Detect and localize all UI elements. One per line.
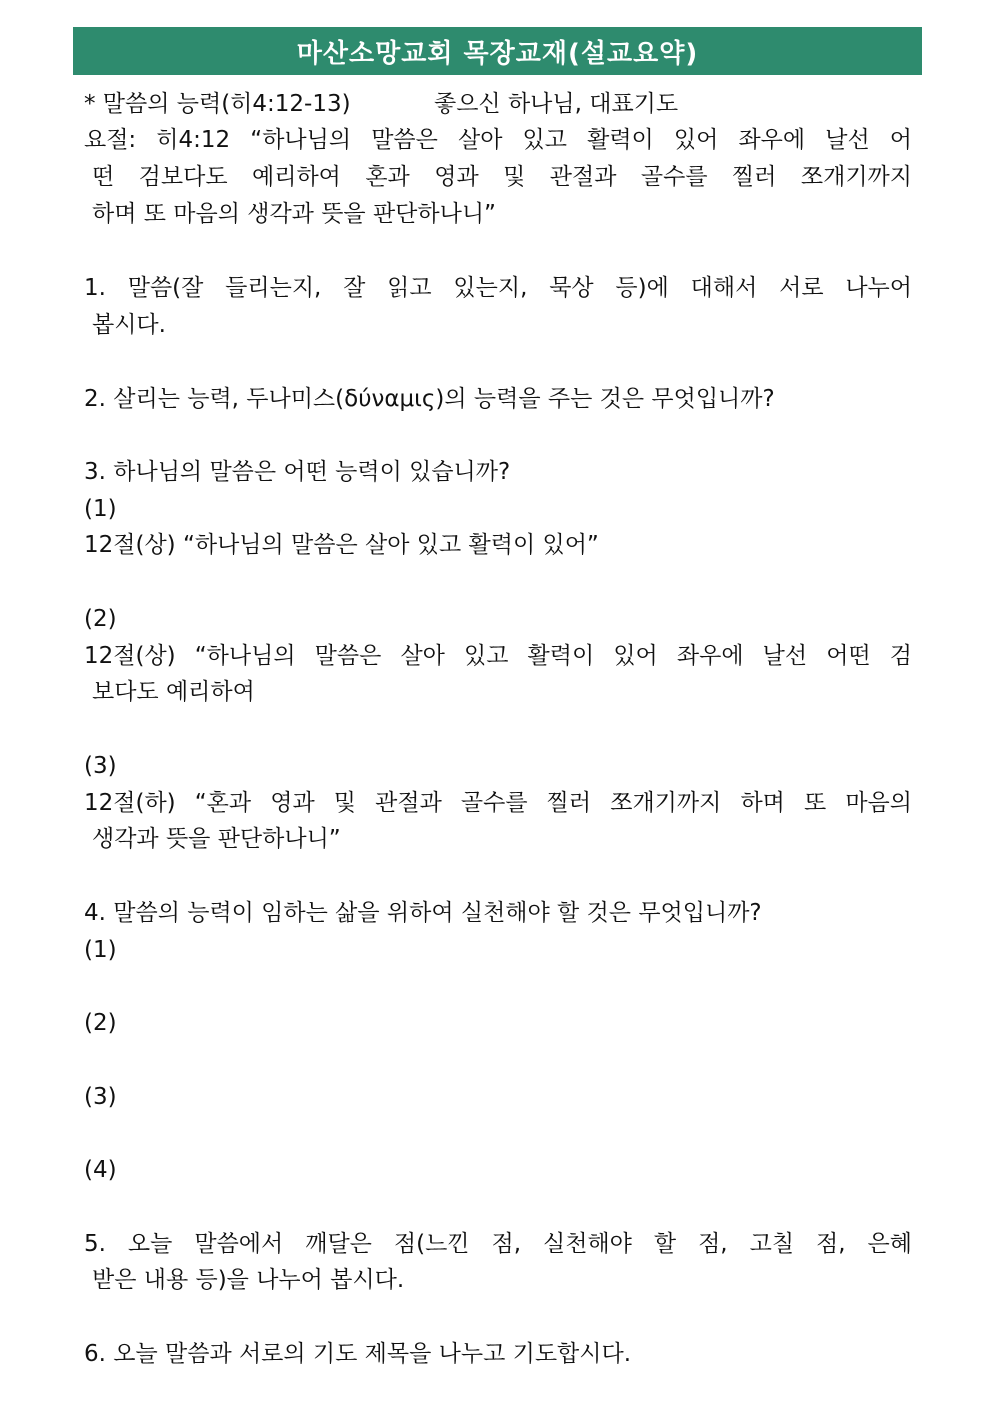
answer-4-1-label: (1): [84, 937, 117, 963]
answer-4-2-label: (2): [84, 1010, 117, 1036]
question-1-line-2: 봅시다.: [92, 312, 166, 338]
answer-3-2-text-line-2: 보다도 예리하여: [92, 679, 255, 705]
answer-3-3-label: (3): [84, 753, 117, 779]
key-verse-line-3: 하며 또 마음의 생각과 뜻을 판단하나니”: [92, 201, 496, 227]
question-5-line-2: 받은 내용 등)을 나누어 봅시다.: [92, 1267, 405, 1293]
answer-4-3-label: (3): [84, 1084, 117, 1110]
page-title: 마산소망교회 목장교재(설교요약): [296, 38, 699, 69]
question-6: 6. 오늘 말씀과 서로의 기도 제목을 나누고 기도합시다.: [84, 1341, 632, 1367]
answer-3-3-text-line-2: 생각과 뜻을 판단하나니”: [92, 826, 341, 852]
question-5-line-1: 5. 오늘 말씀에서 깨달은 점(느낀 점, 실천해야 할 점, 고칠 점, 은혜: [84, 1231, 912, 1257]
question-4: 4. 말씀의 능력이 임하는 삶을 위하여 실천해야 할 것은 무엇입니까?: [84, 900, 762, 926]
key-verse-line-1: 요절: 히4:12 “하나님의 말씀은 살아 있고 활력이 있어 좌우에 날선 어: [84, 127, 912, 153]
answer-3-1-text: 12절(상) “하나님의 말씀은 살아 있고 활력이 있어”: [84, 532, 599, 558]
opening-prayer: 좋으신 하나님, 대표기도: [434, 91, 679, 117]
answer-3-2-label: (2): [84, 606, 117, 632]
intro-topic-line: [84, 89, 912, 119]
question-1-line-1: 1. 말씀(잘 들리는지, 잘 읽고 있는지, 묵상 등)에 대해서 서로 나누어: [84, 275, 912, 301]
sermon-topic: * 말씀의 능력(히4:12-13): [84, 91, 351, 117]
answer-3-2-text-line-1: 12절(상) “하나님의 말씀은 살아 있고 활력이 있어 좌우에 날선 어떤 검: [84, 643, 912, 669]
question-3: 3. 하나님의 말씀은 어떤 능력이 있습니까?: [84, 459, 511, 485]
answer-3-3-text-line-1: 12절(하) “혼과 영과 및 관절과 골수를 찔러 쪼개기까지 하며 또 마음의: [84, 790, 912, 816]
key-verse-line-2: 떤 검보다도 예리하여 혼과 영과 및 관절과 골수를 찔러 쪼개기까지: [92, 164, 912, 190]
page-header: [73, 27, 922, 75]
question-2: 2. 살리는 능력, 두나미스(δύναμις)의 능력을 주는 것은 무엇입니까?: [84, 386, 775, 412]
answer-4-4-label: (4): [84, 1157, 117, 1183]
answer-3-1-label: (1): [84, 496, 117, 522]
